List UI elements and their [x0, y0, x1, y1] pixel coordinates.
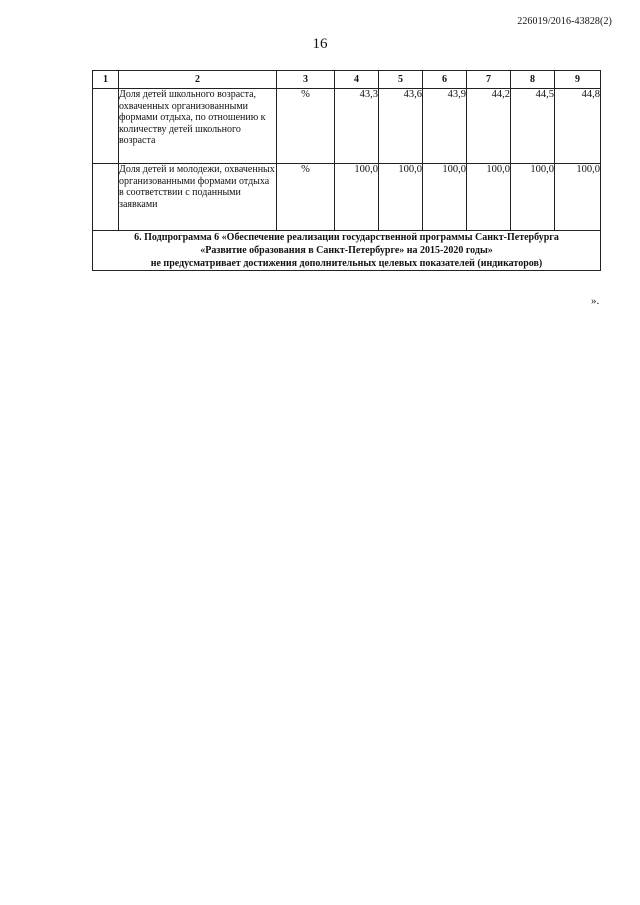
value-cell: 43,6 [379, 89, 423, 164]
column-header: 3 [277, 71, 335, 89]
row-number-cell [93, 89, 119, 164]
value-cell: 100,0 [467, 164, 511, 231]
value-cell: 100,0 [379, 164, 423, 231]
column-header: 1 [93, 71, 119, 89]
value-cell: 100,0 [555, 164, 601, 231]
column-header: 4 [335, 71, 379, 89]
value-cell: 44,5 [511, 89, 555, 164]
column-header: 5 [379, 71, 423, 89]
table-row [93, 164, 601, 231]
value-cell: 43,9 [423, 89, 467, 164]
value-cell: 43,3 [335, 89, 379, 164]
table-row [93, 89, 601, 164]
note-line: 6. Подпрограмма 6 «Обеспечение реализации государственной программы Санкт-Петербурга [134, 232, 559, 243]
table-header-row [93, 71, 601, 89]
subprogram-note [93, 231, 601, 271]
indicator-description: Доля детей и молодежи, охваченных организованными формами отдыха в соответствии с поданными заявками [119, 164, 277, 231]
column-header: 8 [511, 71, 555, 89]
subprogram-note-row [93, 231, 601, 271]
value-cell: 100,0 [335, 164, 379, 231]
column-header: 9 [555, 71, 601, 89]
document-number: 226019/2016-43828(2) [517, 16, 612, 27]
indicators-table [92, 70, 601, 271]
column-header: 7 [467, 71, 511, 89]
row-number-cell [93, 164, 119, 231]
closing-quote-mark: ». [591, 295, 600, 307]
value-cell: 100,0 [511, 164, 555, 231]
value-cell: 100,0 [423, 164, 467, 231]
page-number: 16 [312, 36, 328, 52]
column-header: 2 [119, 71, 277, 89]
value-cell: 44,8 [555, 89, 601, 164]
unit-cell: % [277, 164, 335, 231]
column-header: 6 [423, 71, 467, 89]
note-line: не предусматривает достижения дополнительных целевых показателей (индикаторов) [150, 258, 543, 269]
note-line: «Развитие образования в Санкт-Петербурге» на 2015-2020 годы» [200, 245, 493, 256]
unit-cell: % [277, 89, 335, 164]
value-cell: 44,2 [467, 89, 511, 164]
indicator-description: Доля детей школьного возраста, охваченных организованными формами отдыха, по отношению к количеству детей школьного возраста [119, 89, 277, 164]
